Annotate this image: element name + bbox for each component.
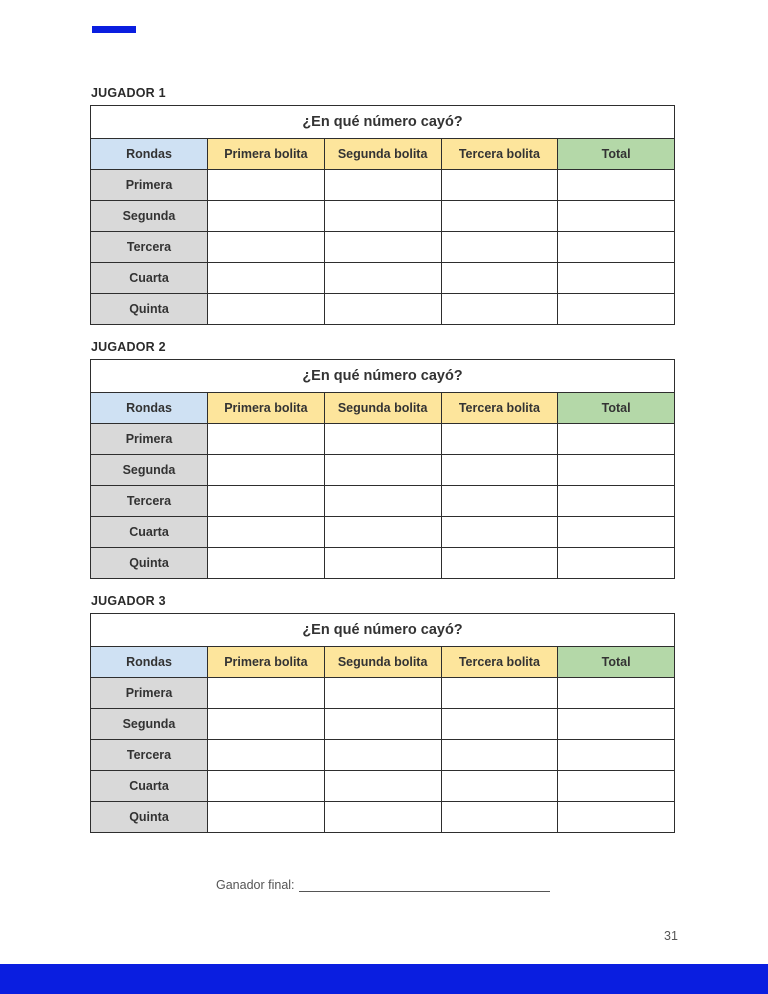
header-tercera-bolita: Tercera bolita: [441, 393, 558, 424]
round-label: Quinta: [91, 294, 208, 325]
table-row: [91, 740, 675, 771]
entry-cell[interactable]: [324, 232, 441, 263]
winner-blank[interactable]: [299, 879, 550, 892]
round-label: Tercera: [91, 486, 208, 517]
entry-cell[interactable]: [324, 294, 441, 325]
header-rondas: Rondas: [91, 393, 208, 424]
entry-cell[interactable]: [324, 424, 441, 455]
round-label: Tercera: [91, 232, 208, 263]
player-1-label: JUGADOR 1: [91, 86, 166, 100]
entry-cell[interactable]: [208, 170, 325, 201]
table-row: [91, 771, 675, 802]
entry-cell[interactable]: [208, 709, 325, 740]
header-rondas: Rondas: [91, 139, 208, 170]
entry-cell[interactable]: [324, 486, 441, 517]
round-label: Cuarta: [91, 263, 208, 294]
entry-cell[interactable]: [324, 170, 441, 201]
total-cell[interactable]: [558, 740, 675, 771]
entry-cell[interactable]: [441, 170, 558, 201]
entry-cell[interactable]: [324, 548, 441, 579]
entry-cell[interactable]: [208, 232, 325, 263]
table-row: [91, 802, 675, 833]
header-primera-bolita: Primera bolita: [208, 393, 325, 424]
total-cell[interactable]: [558, 548, 675, 579]
table-title: ¿En qué número cayó?: [91, 614, 675, 647]
entry-cell[interactable]: [441, 294, 558, 325]
top-accent-bar: [92, 26, 136, 33]
entry-cell[interactable]: [324, 740, 441, 771]
table-row: [91, 232, 675, 263]
player-3-score-table: [90, 613, 675, 833]
header-tercera-bolita: Tercera bolita: [441, 139, 558, 170]
total-cell[interactable]: [558, 486, 675, 517]
header-total: Total: [558, 139, 675, 170]
entry-cell[interactable]: [324, 678, 441, 709]
entry-cell[interactable]: [441, 771, 558, 802]
total-cell[interactable]: [558, 771, 675, 802]
entry-cell[interactable]: [208, 802, 325, 833]
player-2-label: JUGADOR 2: [91, 340, 166, 354]
entry-cell[interactable]: [441, 263, 558, 294]
winner-label: Ganador final:: [216, 878, 295, 892]
round-label: Tercera: [91, 740, 208, 771]
entry-cell[interactable]: [441, 455, 558, 486]
table-title: ¿En qué número cayó?: [91, 106, 675, 139]
entry-cell[interactable]: [441, 548, 558, 579]
total-cell[interactable]: [558, 170, 675, 201]
entry-cell[interactable]: [441, 201, 558, 232]
total-cell[interactable]: [558, 232, 675, 263]
total-cell[interactable]: [558, 294, 675, 325]
entry-cell[interactable]: [441, 678, 558, 709]
entry-cell[interactable]: [208, 424, 325, 455]
header-segunda-bolita: Segunda bolita: [324, 647, 441, 678]
header-total: Total: [558, 393, 675, 424]
entry-cell[interactable]: [208, 201, 325, 232]
entry-cell[interactable]: [208, 517, 325, 548]
entry-cell[interactable]: [324, 802, 441, 833]
total-cell[interactable]: [558, 201, 675, 232]
total-cell[interactable]: [558, 709, 675, 740]
entry-cell[interactable]: [208, 455, 325, 486]
total-cell[interactable]: [558, 517, 675, 548]
winner-line-block: [216, 878, 550, 892]
table-row: [91, 294, 675, 325]
table-row: [91, 424, 675, 455]
header-segunda-bolita: Segunda bolita: [324, 139, 441, 170]
table-row: [91, 455, 675, 486]
entry-cell[interactable]: [324, 263, 441, 294]
table-row: [91, 170, 675, 201]
header-rondas: Rondas: [91, 647, 208, 678]
total-cell[interactable]: [558, 424, 675, 455]
player-3-label: JUGADOR 3: [91, 594, 166, 608]
entry-cell[interactable]: [324, 201, 441, 232]
entry-cell[interactable]: [324, 709, 441, 740]
entry-cell[interactable]: [208, 486, 325, 517]
total-cell[interactable]: [558, 263, 675, 294]
round-label: Cuarta: [91, 771, 208, 802]
header-primera-bolita: Primera bolita: [208, 647, 325, 678]
total-cell[interactable]: [558, 678, 675, 709]
entry-cell[interactable]: [441, 424, 558, 455]
table-row: [91, 548, 675, 579]
round-label: Primera: [91, 424, 208, 455]
entry-cell[interactable]: [324, 517, 441, 548]
entry-cell[interactable]: [441, 517, 558, 548]
header-tercera-bolita: Tercera bolita: [441, 647, 558, 678]
entry-cell[interactable]: [441, 486, 558, 517]
entry-cell[interactable]: [441, 802, 558, 833]
round-label: Cuarta: [91, 517, 208, 548]
entry-cell[interactable]: [441, 232, 558, 263]
round-label: Quinta: [91, 548, 208, 579]
entry-cell[interactable]: [208, 263, 325, 294]
total-cell[interactable]: [558, 802, 675, 833]
table-row: [91, 678, 675, 709]
round-label: Primera: [91, 170, 208, 201]
round-label: Quinta: [91, 802, 208, 833]
bottom-accent-bar: [0, 964, 768, 994]
round-label: Primera: [91, 678, 208, 709]
table-title: ¿En qué número cayó?: [91, 360, 675, 393]
entry-cell[interactable]: [208, 678, 325, 709]
player-1-score-table: [90, 105, 675, 325]
player-2-score-table: [90, 359, 675, 579]
table-row: [91, 263, 675, 294]
page-number: 31: [664, 929, 678, 943]
entry-cell[interactable]: [324, 771, 441, 802]
entry-cell[interactable]: [208, 294, 325, 325]
entry-cell[interactable]: [208, 771, 325, 802]
table-row: [91, 709, 675, 740]
entry-cell[interactable]: [441, 709, 558, 740]
round-label: Segunda: [91, 201, 208, 232]
table-row: [91, 201, 675, 232]
header-segunda-bolita: Segunda bolita: [324, 393, 441, 424]
round-label: Segunda: [91, 455, 208, 486]
round-label: Segunda: [91, 709, 208, 740]
entry-cell[interactable]: [324, 455, 441, 486]
header-primera-bolita: Primera bolita: [208, 139, 325, 170]
table-row: [91, 517, 675, 548]
table-row: [91, 486, 675, 517]
total-cell[interactable]: [558, 455, 675, 486]
header-total: Total: [558, 647, 675, 678]
entry-cell[interactable]: [208, 548, 325, 579]
entry-cell[interactable]: [208, 740, 325, 771]
entry-cell[interactable]: [441, 740, 558, 771]
